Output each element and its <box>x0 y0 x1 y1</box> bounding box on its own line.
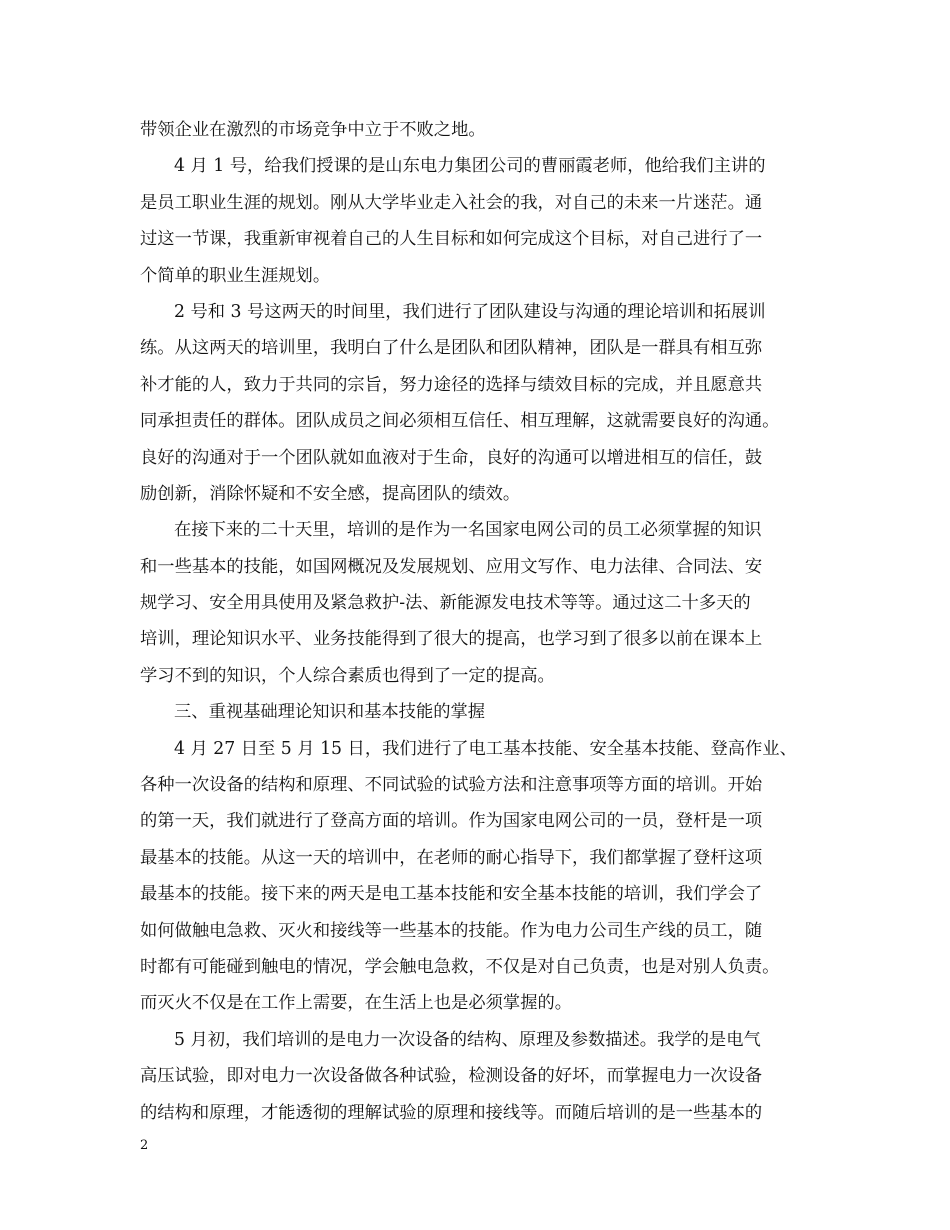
text-line: 而灭火不仅是在工作上需要，在生活上也是必须掌握的。 <box>140 993 573 1014</box>
text-line: 高压试验，即对电力一次设备做各种试验，检测设备的好坏，而掌握电力一次设备 <box>140 1066 763 1087</box>
text-line: 规学习、安全用具使用及紧急救护-法、新能源发电技术等等。通过这二十多天的 <box>140 593 751 614</box>
text-line: 如何做触电急救、灭火和接线等一些基本的技能。作为电力公司生产线的员工，随 <box>140 920 763 941</box>
text-line: 时都有可能碰到触电的情况，学会触电急救，不仅是对自己负责，也是对别人负责。 <box>140 956 780 977</box>
text-line: 各种一次设备的结构和原理、不同试验的试验方法和注意事项等方面的培训。开始 <box>140 775 763 796</box>
page-number: 2 <box>140 1138 149 1153</box>
text-line: 个简单的职业生涯规划。 <box>140 265 331 286</box>
text-line: 良好的沟通对于一个团队就如血液对于生命，良好的沟通可以增进相互的信任，鼓 <box>140 447 763 468</box>
text-line: 4 月 1 号，给我们授课的是山东电力集团公司的曹丽霞老师，他给我们主讲的 <box>174 156 766 177</box>
text-line: 最基本的技能。接下来的两天是电工基本技能和安全基本技能的培训，我们学会了 <box>140 884 763 905</box>
text-line: 培训，理论知识水平、业务技能得到了很大的提高，也学习到了很多以前在课本上 <box>140 629 763 650</box>
text-line: 补才能的人，致力于共同的宗旨，努力途径的选择与绩效目标的完成，并且愿意共 <box>140 374 763 395</box>
text-line: 的第一天，我们就进行了登高方面的培训。作为国家电网公司的一员，登杆是一项 <box>140 811 763 832</box>
text-line: 是员工职业生涯的规划。刚从大学毕业走入社会的我，对自己的未来一片迷茫。通 <box>140 192 763 213</box>
text-line: 2 号和 3 号这两天的时间里，我们进行了团队建设与沟通的理论培训和拓展训 <box>174 301 766 322</box>
text-line: 过这一节课，我重新审视着自己的人生目标和如何完成这个目标，对自己进行了一 <box>140 229 763 250</box>
text-line: 带领企业在激烈的市场竞争中立于不败之地。 <box>140 120 486 140</box>
text-line: 和一些基本的技能，如国网概况及发展规划、应用文写作、电力法律、合同法、安 <box>140 556 763 577</box>
text-line: 励创新，消除怀疑和不安全感，提高团队的绩效。 <box>140 483 521 504</box>
body-text <box>140 112 820 1131</box>
text-line: 4 月 27 日至 5 月 15 日，我们进行了电工基本技能、安全基本技能、登高作业、 <box>174 738 797 759</box>
text-line: 三、重视基础理论知识和基本技能的掌握 <box>174 702 486 723</box>
text-line: 练。从这两天的培训里，我明白了什么是团队和团队精神，团队是一群具有相互弥 <box>140 338 763 359</box>
text-line: 学习不到的知识，个人综合素质也得到了一定的提高。 <box>140 665 555 686</box>
text-line: 5 月初，我们培训的是电力一次设备的结构、原理及参数描述。我学的是电气 <box>174 1029 761 1050</box>
text-line: 在接下来的二十天里，培训的是作为一名国家电网公司的员工必须掌握的知识 <box>174 520 762 541</box>
text-line: 最基本的技能。从这一天的培训中，在老师的耐心指导下，我们都掌握了登杆这项 <box>140 847 763 868</box>
text-line: 的结构和原理，才能透彻的理解试验的原理和接线等。而随后培训的是一些基本的 <box>140 1102 763 1123</box>
text-line: 同承担责任的群体。团队成员之间必须相互信任、相互理解，这就需要良好的沟通。 <box>140 411 780 432</box>
